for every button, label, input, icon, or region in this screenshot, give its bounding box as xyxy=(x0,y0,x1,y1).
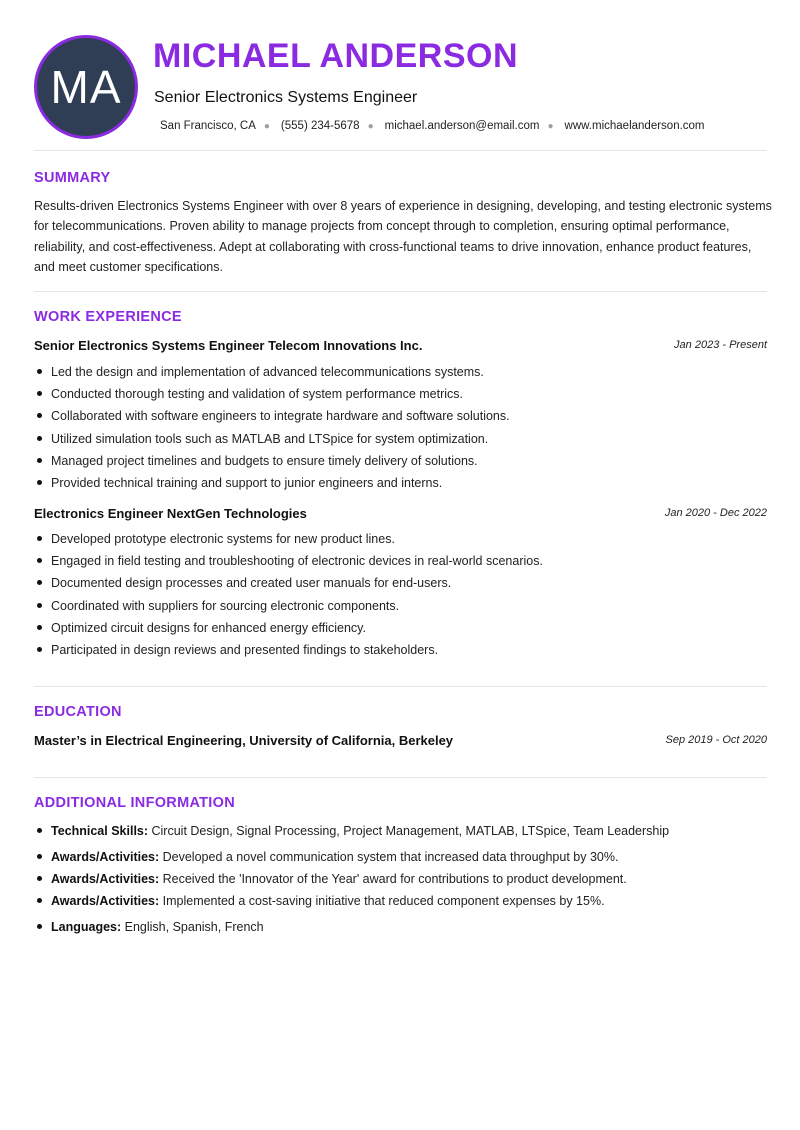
contact-location: San Francisco, CA xyxy=(160,120,256,132)
summary-text: Results-driven Electronics Systems Engineer with over 8 years of experience in designing, developing, and testing electronic systems for telecommunications. Proven ability to manage projects from concept through to completion, ensuring optimal performance, reliability, and cost-effectiveness. Adept at collaborating with cross-functional teams to drive innovation, enhance product features, and meet customer specifications. xyxy=(34,199,772,274)
job-header xyxy=(34,506,767,524)
candidate-name: MICHAEL ANDERSON xyxy=(153,37,519,75)
info-text: Received the 'Innovator of the Year' award for contributions to product development. xyxy=(159,872,627,886)
list-item: Conducted thorough testing and validation of system performance metrics. xyxy=(34,385,767,407)
list-item xyxy=(34,822,767,848)
contact-email[interactable]: michael.anderson@email.com xyxy=(384,120,540,132)
divider xyxy=(34,777,767,778)
list-item: Collaborated with software engineers to integrate hardware and software solutions. xyxy=(34,407,767,429)
education-dates: Sep 2019 - Oct 2020 xyxy=(665,734,767,746)
section-title-work-experience: WORK EXPERIENCE xyxy=(34,309,182,325)
list-item xyxy=(34,870,767,892)
info-text: Circuit Design, Signal Processing, Project Management, MATLAB, LTSpice, Team Leadership xyxy=(148,824,670,838)
divider xyxy=(34,291,767,292)
list-item xyxy=(34,848,767,870)
list-item xyxy=(34,918,767,940)
info-text: English, Spanish, French xyxy=(121,920,264,934)
info-text: Developed a novel communication system that increased data throughput by 30%. xyxy=(159,850,619,864)
info-label: Awards/Activities: xyxy=(51,872,160,886)
avatar-initials: MA xyxy=(50,61,122,113)
section-title-summary: SUMMARY xyxy=(34,170,111,186)
job-bullets xyxy=(34,363,767,496)
list-item: Coordinated with suppliers for sourcing electronic components. xyxy=(34,597,767,619)
job-dates: Jan 2020 - Dec 2022 xyxy=(664,507,767,519)
separator-dot-icon: ● xyxy=(547,120,554,132)
info-label: Languages: xyxy=(51,920,122,934)
section-title-additional-information: ADDITIONAL INFORMATION xyxy=(34,795,235,811)
job-role: Electronics Engineer NextGen Technologies xyxy=(34,506,307,521)
info-label: Awards/Activities: xyxy=(51,894,160,908)
separator-dot-icon: ● xyxy=(367,120,374,132)
info-text: Implemented a cost-saving initiative that reduced component expenses by 15%. xyxy=(159,894,605,908)
separator-dot-icon: ● xyxy=(263,120,270,132)
list-item: Participated in design reviews and presented findings to stakeholders. xyxy=(34,641,767,663)
info-label: Awards/Activities: xyxy=(51,850,160,864)
additional-info-list xyxy=(34,822,767,940)
list-item: Led the design and implementation of advanced telecommunications systems. xyxy=(34,363,767,385)
list-item xyxy=(34,892,767,918)
education-degree: Master’s in Electrical Engineering, University of California, Berkeley xyxy=(34,733,454,748)
divider xyxy=(34,686,767,687)
list-item: Provided technical training and support to junior engineers and interns. xyxy=(34,474,767,496)
divider xyxy=(34,150,767,151)
list-item: Documented design processes and created user manuals for end-users. xyxy=(34,574,767,596)
job-title: Senior Electronics Systems Engineer xyxy=(154,89,418,106)
section-title-education: EDUCATION xyxy=(34,704,122,720)
contact-phone: (555) 234-5678 xyxy=(280,120,360,132)
contact-line xyxy=(160,120,705,132)
avatar xyxy=(34,35,138,139)
list-item: Managed project timelines and budgets to ensure timely delivery of solutions. xyxy=(34,452,767,474)
job-role: Senior Electronics Systems Engineer Telecom Innovations Inc. xyxy=(34,338,423,353)
list-item: Engaged in field testing and troubleshooting of electronic devices in real-world scenarios. xyxy=(34,552,767,574)
list-item: Optimized circuit designs for enhanced energy efficiency. xyxy=(34,619,767,641)
job-bullets xyxy=(34,530,767,663)
list-item: Utilized simulation tools such as MATLAB and LTSpice for system optimization. xyxy=(34,430,767,452)
info-label: Technical Skills: xyxy=(51,824,149,838)
list-item: Developed prototype electronic systems for new product lines. xyxy=(34,530,767,552)
job-header xyxy=(34,338,767,356)
job-dates: Jan 2023 - Present xyxy=(674,339,767,351)
contact-website[interactable]: www.michaelanderson.com xyxy=(564,120,705,132)
education-entry xyxy=(34,733,767,751)
